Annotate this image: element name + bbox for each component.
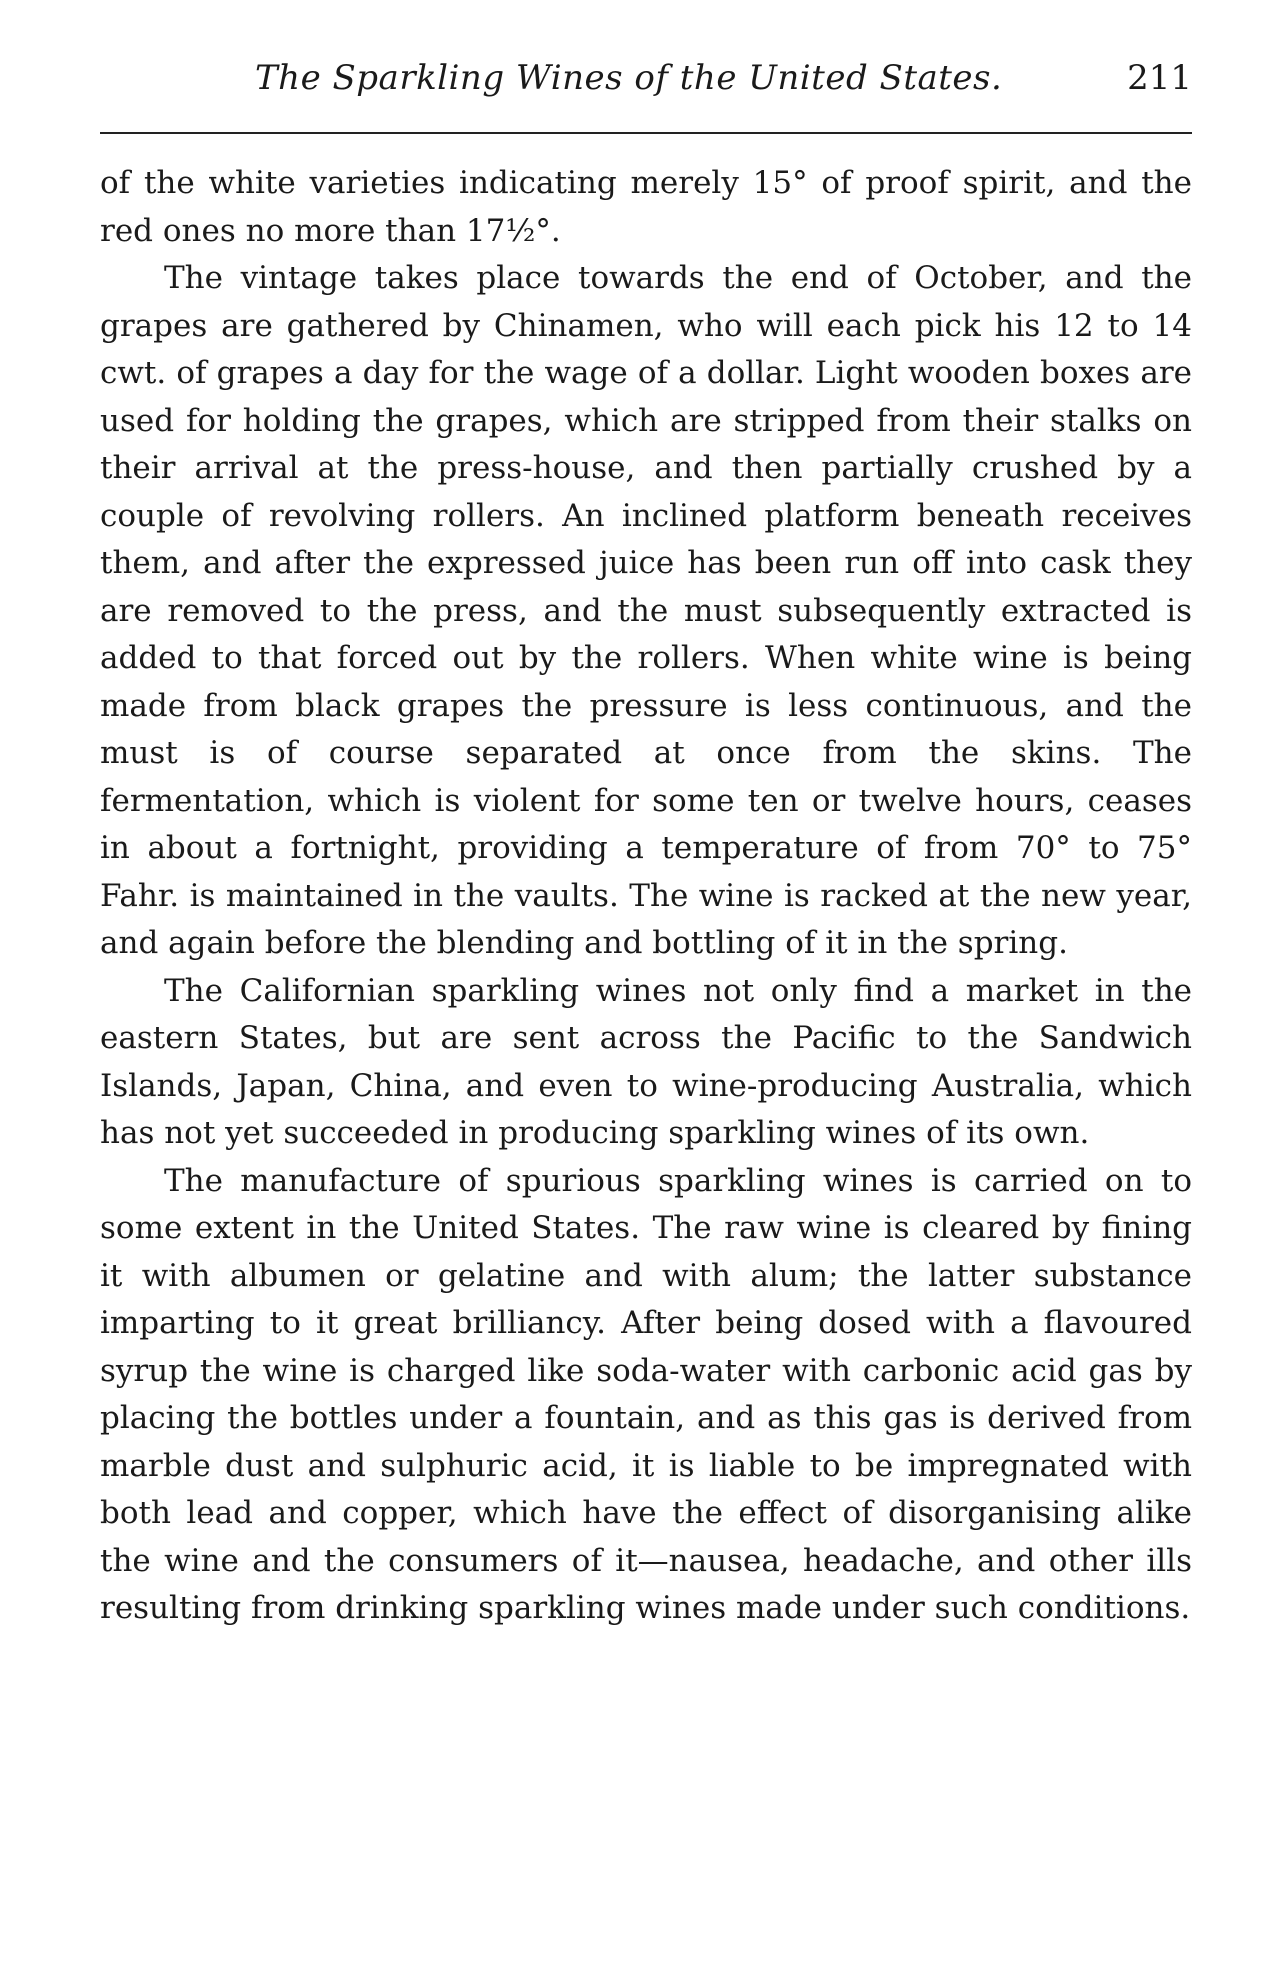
header-rule <box>100 132 1192 134</box>
running-head <box>100 58 1192 106</box>
paragraph-spurious-wines: The manufacture of spurious sparkling wines is carried on to some extent in the United States. The raw wine is cleared by fining it with albumen or gelatine and with alum; the latter substance imparting to it great brilliancy. After being dosed with a flavoured syrup the wine is charged like soda-water with carbonic acid gas by placing the bottles under a fountain, and as this gas is derived from marble dust and sulphuric acid, it is liable to be impregnated with both lead and copper, which have the effect of disorganising alike the wine and the consumers of it—nausea, headache, and other ills resulting from drinking sparkling wines made under such conditions. <box>100 1162 1192 1626</box>
page-number: 211 <box>1127 58 1192 98</box>
paragraph-exports: The Californian sparkling wines not only find a market in the eastern States, but are sent across the Pacific to the Sandwich Islands, Japan, China, and even to wine-producing Australia, which has not yet succeeded in producing sparkling wines of its own. <box>100 972 1192 1151</box>
paragraph-continuation: of the white varieties indicating merely 15° of proof spirit, and the red ones no more than 17½°. <box>100 165 1192 249</box>
body-text <box>100 160 1192 1633</box>
running-title: The Sparkling Wines of the United States. <box>255 58 1003 98</box>
paragraph-vintage: The vintage takes place towards the end of October, and the grapes are gathered by Chinamen, who will each pick his 12 to 14 cwt. of grapes a day for the wage of a dollar. Light wooden boxes are used for holding the grapes, which are stripped from their stalks on their arrival at the press-house, and then partially crushed by a couple of revolving rollers. An inclined platform beneath receives them, and after the expressed juice has been run off into cask they are removed to the press, and the must subsequently extracted is added to that forced out by the rollers. When white wine is being made from black grapes the pressure is less continuous, and the must is of course separated at once from the skins. The fermentation, which is violent for some ten or twelve hours, ceases in about a fortnight, providing a temperature of from 70° to 75° Fahr. is maintained in the vaults. The wine is racked at the new year, and again before the blending and bottling of it in the spring. <box>100 260 1192 961</box>
